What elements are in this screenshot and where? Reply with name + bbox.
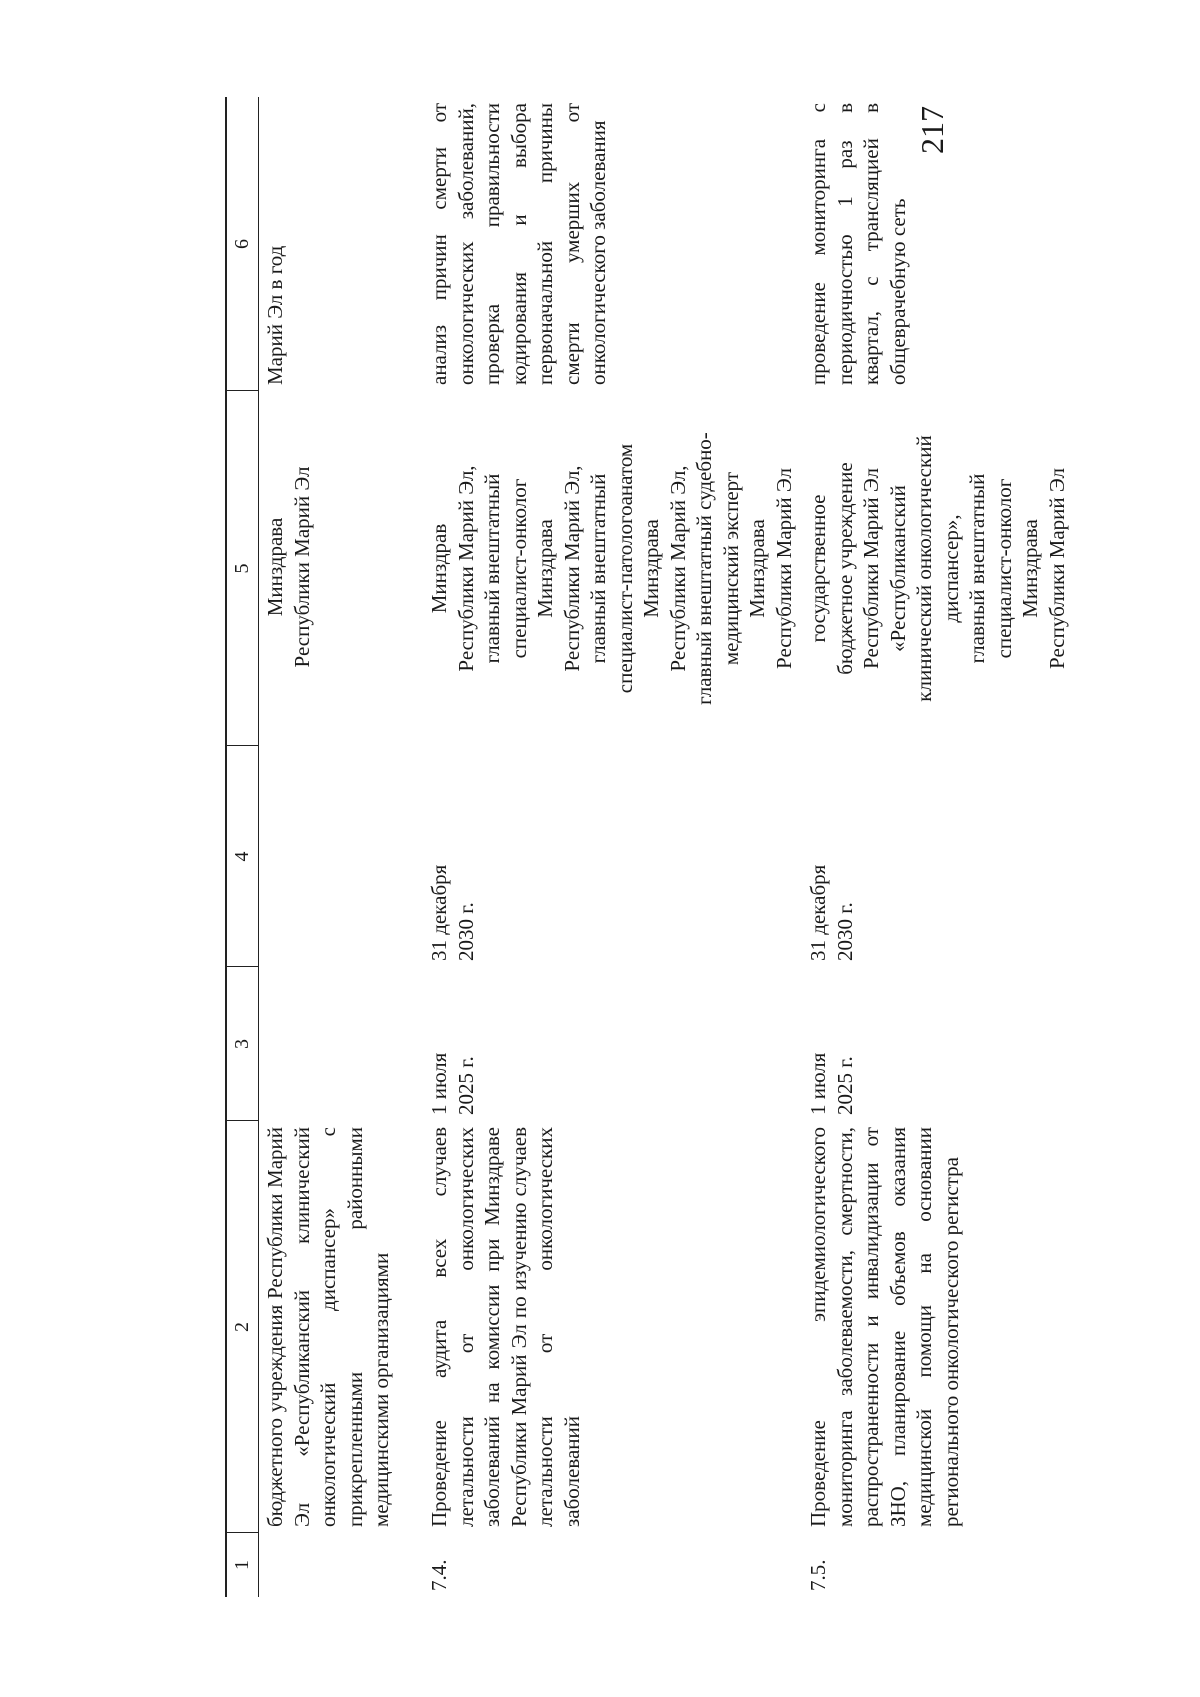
column-number-2: 2 xyxy=(231,1322,253,1332)
end-date: 31 декабря 2030 г. xyxy=(806,864,857,961)
measures-table xyxy=(225,97,1180,1597)
responsible-executors: Минздрав Республики Марий Эл, главный внештатный специалист-онколог Минздрава Республики Марий Эл, главный внештатный специалист-патологоанатом Минздрава Республики Марий Эл, главный внештатный судебно- медицинский эксперт Минздрава Республики Марий Эл xyxy=(427,432,796,705)
table-body xyxy=(256,97,1180,1597)
column-number-4: 4 xyxy=(231,851,253,862)
continuation-result: Марий Эл в год xyxy=(263,245,287,385)
table-header-row xyxy=(225,97,259,1597)
row-number: 7.4. xyxy=(427,1559,451,1591)
measure-title: Проведение аудита всех случаев летальности от онкологических заболеваний на комиссии при Минздраве Республики Марий Эл по изучению случаев летальности от онкологических заболеваний xyxy=(427,1127,584,1527)
responsible-executors: государственное бюджетное учреждение Республики Марий Эл «Республиканский клинический онкологический диспансер», главный внештатный специалист-онколог Минздрава Республики Марий Эл xyxy=(806,435,1069,702)
page-number: 217 xyxy=(914,106,950,154)
expected-result: анализ причин смерти от онкологических заболеваний, проверка правильности кодирования и выбора первоначальной причины смерти умерших от онкологического заболевания xyxy=(427,103,610,385)
end-date: 31 декабря 2030 г. xyxy=(427,864,478,961)
column-number-1: 1 xyxy=(231,1560,253,1570)
continuation-responsible: Минздрава Республики Марий Эл xyxy=(263,466,314,668)
column-number-6: 6 xyxy=(231,239,253,249)
row-number: 7.5. xyxy=(806,1559,830,1591)
measure-title: Проведение эпидемиологического мониторинга заболеваемости, смертности, распространенности и инвалидизации от ЗНО, планирование объемов оказания медицинской помощи на основании регионального онкологического регистра xyxy=(806,1127,963,1527)
start-date: 1 июля 2025 г. xyxy=(806,1052,857,1115)
start-date: 1 июля 2025 г. xyxy=(427,1052,478,1115)
column-number-3: 3 xyxy=(231,1039,253,1049)
column-number-5: 5 xyxy=(231,563,253,574)
expected-result: проведение мониторинга с периодичностью 1 раз в квартал, с трансляцией в общеврачебную сеть xyxy=(806,103,910,385)
continuation-measure-text: бюджетного учреждения Республики Марий Эл «Республиканский клинический онкологический диспансер» с прикрепленными районными медицинскими организациями xyxy=(263,1127,393,1527)
